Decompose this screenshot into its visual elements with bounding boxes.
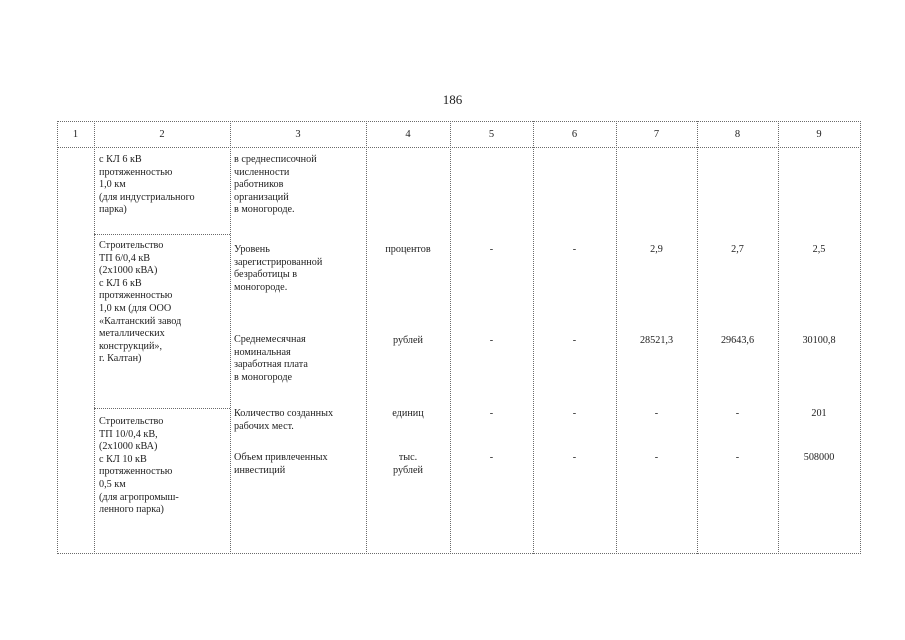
value-cell: - [572, 452, 577, 463]
value-cell: - [489, 244, 494, 255]
value-cell: - [489, 335, 494, 346]
table-border-top [57, 121, 861, 122]
value-cell: - [654, 408, 659, 419]
table-border-bottom [57, 553, 861, 554]
cell-divider [94, 234, 230, 235]
column-header-5: 5 [488, 129, 495, 140]
value-cell: 30100,8 [802, 335, 836, 346]
indicator-name-cell: в среднесписочной численности работников организаций в моногороде. [234, 154, 317, 216]
value-cell: 2,7 [731, 244, 744, 255]
cell-divider [94, 408, 230, 409]
table-border-right [860, 121, 861, 554]
measure-description-cell: Строительство ТП 6/0,4 кВ (2х1000 кВА) с КЛ 6 кВ протяженностью 1,0 км (для ООО «Калтанский завод металлических конструкций», г. Калтан) [99, 240, 182, 365]
column-header-7: 7 [653, 129, 660, 140]
measure-description-cell: Строительство ТП 10/0,4 кВ, (2х1000 кВА) с КЛ 10 кВ протяженностью 0,5 км (для агропромыш- ленного парка) [99, 416, 179, 516]
value-cell: 508000 [803, 452, 835, 463]
value-cell: - [735, 408, 740, 419]
indicator-name-cell: Количество созданных рабочих мест. [234, 408, 334, 432]
column-header-4: 4 [405, 129, 411, 140]
data-table [57, 121, 861, 554]
unit-cell: рублей [393, 335, 423, 346]
table-border-left [57, 121, 58, 554]
value-cell: 201 [811, 408, 827, 419]
value-cell: 2,5 [812, 244, 826, 255]
column-header-9: 9 [816, 129, 822, 140]
column-header-1: 1 [72, 129, 79, 140]
column-divider [230, 121, 231, 554]
value-cell: 2,9 [650, 244, 663, 255]
value-cell: 28521,3 [639, 335, 674, 346]
column-header-2: 2 [159, 129, 165, 140]
column-header-3: 3 [295, 129, 301, 140]
value-cell: - [572, 335, 577, 346]
value-cell: - [654, 452, 659, 463]
column-header-8: 8 [734, 129, 741, 140]
value-cell: - [489, 408, 494, 419]
value-cell: - [572, 244, 577, 255]
value-cell: 29643,6 [720, 335, 755, 346]
column-divider [94, 121, 95, 554]
indicator-name-cell: Среднемесячная номинальная заработная плата в моногороде [234, 334, 308, 383]
unit-cell: единиц [392, 408, 424, 419]
measure-description-cell: с КЛ 6 кВ протяженностью 1,0 км (для индустриального парка) [99, 154, 195, 216]
unit-cell: тыс. рублей [393, 452, 423, 476]
unit-cell: процентов [385, 244, 431, 255]
value-cell: - [735, 452, 740, 463]
page-number: 186 [442, 92, 463, 107]
column-header-6: 6 [571, 129, 578, 140]
indicator-name-cell: Уровень зарегистрированной безработицы в моногороде. [234, 244, 323, 293]
header-row-divider [57, 147, 861, 148]
indicator-name-cell: Объем привлеченных инвестиций [234, 452, 328, 476]
value-cell: - [572, 408, 577, 419]
value-cell: - [489, 452, 494, 463]
